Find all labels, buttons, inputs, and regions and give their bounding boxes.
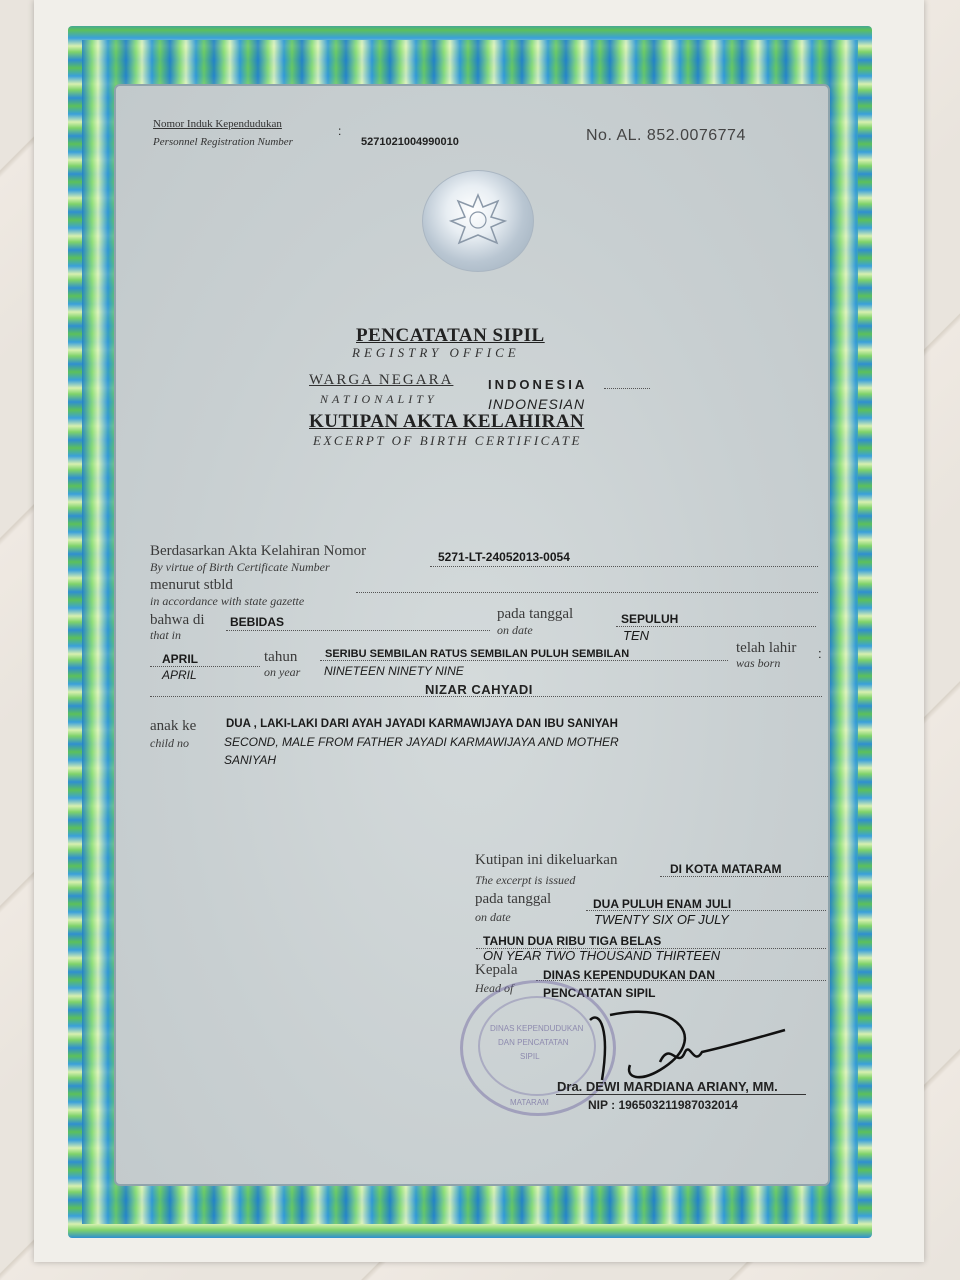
dotted-line [586, 910, 826, 911]
date-label-en: on date [497, 623, 533, 637]
born-colon: : [818, 646, 822, 661]
day-value-en: TEN [623, 628, 649, 643]
issue-year-value: TAHUN DUA RIBU TIGA BELAS [483, 934, 662, 948]
place-value: BEBIDAS [230, 615, 285, 629]
dotted-line [356, 592, 818, 593]
cert-number-label-en: By virtue of Birth Certificate Number [150, 560, 330, 574]
cert-number-value: 5271-LT-24052013-0054 [438, 550, 570, 564]
issue-date-value: DUA PULUH ENAM JULI [593, 897, 732, 911]
place-label: bahwa di [150, 612, 205, 628]
issued-label: Kutipan ini dikeluarkan [475, 852, 618, 868]
issued-label-en: The excerpt is issued [475, 873, 576, 887]
nationality-value-en: INDONESIAN [488, 396, 586, 412]
child-no-value-en-2: SANIYAH [224, 753, 277, 767]
child-no-label: anak ke [150, 718, 197, 734]
head-label: Kepala [475, 962, 518, 978]
born-label-en: was born [736, 656, 781, 670]
garuda-hologram-seal [422, 170, 534, 272]
nik-label-en: Personnel Registration Number [153, 136, 293, 148]
month-value-en: APRIL [162, 668, 197, 682]
nik-label: Nomor Induk Kependudukan [153, 118, 282, 130]
dotted-line [604, 388, 650, 389]
stbld-label-en: in accordance with state gazette [150, 594, 305, 608]
issue-date-label-en: on date [475, 910, 511, 924]
dotted-line [226, 630, 490, 631]
nik-colon: : [338, 124, 342, 138]
dotted-line [430, 566, 818, 567]
date-label: pada tanggal [497, 606, 574, 622]
year-value: SERIBU SEMBILAN RATUS SEMBILAN PULUH SEMBILAN [325, 648, 630, 660]
dotted-line [150, 666, 260, 667]
document-title: KUTIPAN AKTA KELAHIRAN [309, 411, 585, 432]
child-no-value: DUA , LAKI-LAKI DARI AYAH JAYADI KARMAWIJAYA DAN IBU SANIYAH [226, 718, 618, 730]
office-title: PENCATATAN SIPIL [356, 325, 545, 346]
year-value-en: NINETEEN NINETY NINE [324, 664, 464, 678]
head-label-en: Head of [475, 981, 514, 995]
stbld-label: menurut stbld [150, 577, 233, 593]
stamp-text: DAN PENCATATAN [498, 1038, 569, 1047]
stamp-text: MATARAM [510, 1098, 549, 1107]
head-value-2: PENCATATAN SIPIL [543, 986, 656, 1000]
stamp-text: SIPIL [520, 1052, 540, 1061]
head-value: DINAS KEPENDUDUKAN DAN [543, 968, 716, 982]
born-label: telah lahir [736, 640, 797, 656]
child-no-value-en: SECOND, MALE FROM FATHER JAYADI KARMAWIJAYA AND MOTHER [224, 735, 619, 749]
nationality-label: WARGA NEGARA [309, 372, 454, 388]
issue-date-value-en: TWENTY SIX OF JULY [594, 912, 729, 927]
dotted-line [616, 626, 816, 627]
nationality-label-en: NATIONALITY [320, 392, 438, 406]
office-title-en: REGISTRY OFFICE [352, 345, 520, 360]
signature-line [556, 1094, 806, 1095]
child-name: NIZAR CAHYADI [425, 682, 533, 697]
place-label-en: that in [150, 628, 182, 642]
official-nip: NIP : 196503211987032014 [588, 1098, 738, 1112]
document-title-en: EXCERPT OF BIRTH CERTIFICATE [313, 433, 582, 448]
dotted-line [536, 980, 826, 981]
issue-date-label: pada tanggal [475, 891, 552, 907]
cert-number-label: Berdasarkan Akta Kelahiran Nomor [150, 543, 367, 559]
year-label: tahun [264, 649, 298, 665]
nationality-value: INDONESIA [488, 377, 588, 392]
dotted-line [660, 876, 828, 877]
year-label-en: on year [264, 665, 301, 679]
child-no-label-en: child no [150, 736, 189, 750]
document-number: No. AL. 852.0076774 [586, 127, 746, 144]
stamp-text: DINAS KEPENDUDUKAN [490, 1024, 584, 1033]
issued-value: DI KOTA MATARAM [670, 862, 782, 876]
month-value: APRIL [162, 652, 198, 666]
day-value: SEPULUH [621, 612, 679, 626]
issue-year-value-en: ON YEAR TWO THOUSAND THIRTEEN [483, 948, 721, 963]
dotted-line [150, 696, 822, 697]
official-signature [570, 1000, 810, 1090]
official-name: Dra. DEWI MARDIANA ARIANY, MM. [557, 1079, 778, 1094]
nik-value: 5271021004990010 [361, 136, 459, 148]
dotted-line [320, 660, 728, 661]
